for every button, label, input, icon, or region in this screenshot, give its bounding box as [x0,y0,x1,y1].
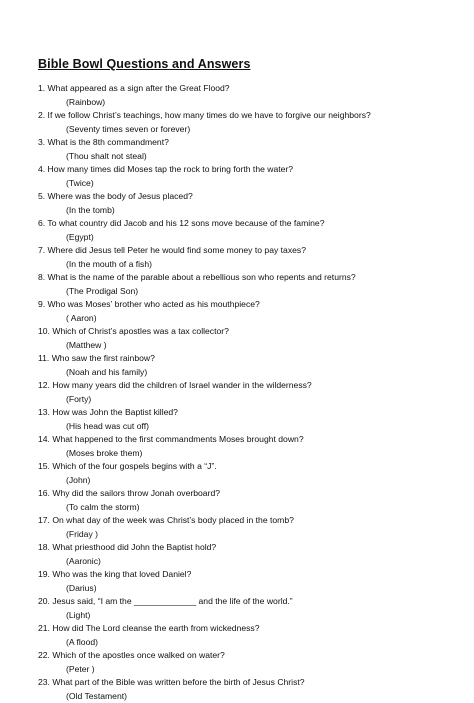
answer-text: (In the tomb) [38,204,458,218]
question-text: 16. Why did the sailors throw Jonah overboard? [38,487,458,501]
answer-text: (Darius) [38,582,458,596]
qa-item [38,325,458,352]
question-text: 23. What part of the Bible was written before the birth of Jesus Christ? [38,676,458,690]
question-text: 6. To what country did Jacob and his 12 sons move because of the famine? [38,217,458,231]
question-text: 19. Who was the king that loved Daniel? [38,568,458,582]
qa-item [38,541,458,568]
question-text: 12. How many years did the children of Israel wander in the wilderness? [38,379,458,393]
answer-text: (Moses broke them) [38,447,458,461]
answer-text: (Egypt) [38,231,458,245]
qa-item [38,352,458,379]
answer-text: (The Prodigal Son) [38,285,458,299]
question-text: 14. What happened to the first commandments Moses brought down? [38,433,458,447]
qa-item [38,298,458,325]
question-text: 7. Where did Jesus tell Peter he would find some money to pay taxes? [38,244,458,258]
question-text: 4. How many times did Moses tap the rock to bring forth the water? [38,163,458,177]
question-text: 8. What is the name of the parable about a rebellious son who repents and returns? [38,271,458,285]
qa-item [38,271,458,298]
answer-text: (Thou shalt not steal) [38,150,458,164]
qa-item [38,649,458,676]
answer-text: (Forty) [38,393,458,407]
question-text: 10. Which of Christ’s apostles was a tax collector? [38,325,458,339]
qa-item [38,595,458,622]
qa-item [38,163,458,190]
question-text: 1. What appeared as a sign after the Great Flood? [38,82,458,96]
qa-item [38,460,458,487]
answer-text: (Twice) [38,177,458,191]
answer-text: (Peter ) [38,663,458,677]
answer-text: (Old Testament) [38,690,458,703]
answer-text: (His head was cut off) [38,420,458,434]
question-text: 2. If we follow Christ’s teachings, how many times do we have to forgive our neighbors? [38,109,458,123]
qa-item [38,676,458,703]
question-text: 11. Who saw the first rainbow? [38,352,458,366]
answer-text: (Friday ) [38,528,458,542]
answer-text: (Matthew ) [38,339,458,353]
qa-list [38,82,458,703]
qa-item [38,217,458,244]
question-text: 13. How was John the Baptist killed? [38,406,458,420]
qa-item [38,568,458,595]
qa-item [38,487,458,514]
qa-item [38,190,458,217]
question-text: 20. Jesus said, “I am the _____________ and the life of the world.” [38,595,458,609]
question-text: 22. Which of the apostles once walked on water? [38,649,458,663]
answer-text: (John) [38,474,458,488]
question-text: 5. Where was the body of Jesus placed? [38,190,458,204]
answer-text: (Aaronic) [38,555,458,569]
qa-item [38,379,458,406]
qa-item [38,514,458,541]
qa-item [38,136,458,163]
question-text: 15. Which of the four gospels begins with a “J”. [38,460,458,474]
question-text: 9. Who was Moses’ brother who acted as his mouthpiece? [38,298,458,312]
qa-item [38,406,458,433]
qa-item [38,244,458,271]
answer-text: (In the mouth of a fish) [38,258,458,272]
question-text: 17. On what day of the week was Christ’s body placed in the tomb? [38,514,458,528]
answer-text: (Rainbow) [38,96,458,110]
qa-item [38,622,458,649]
question-text: 21. How did The Lord cleanse the earth from wickedness? [38,622,458,636]
answer-text: (Seventy times seven or forever) [38,123,458,137]
answer-text: (Light) [38,609,458,623]
question-text: 18. What priesthood did John the Baptist hold? [38,541,458,555]
answer-text: ( Aaron) [38,312,458,326]
document-title: Bible Bowl Questions and Answers [38,57,251,71]
question-text: 3. What is the 8th commandment? [38,136,458,150]
answer-text: (Noah and his family) [38,366,458,380]
answer-text: (To calm the storm) [38,501,458,515]
qa-item [38,82,458,109]
qa-item [38,433,458,460]
answer-text: (A flood) [38,636,458,650]
qa-item [38,109,458,136]
